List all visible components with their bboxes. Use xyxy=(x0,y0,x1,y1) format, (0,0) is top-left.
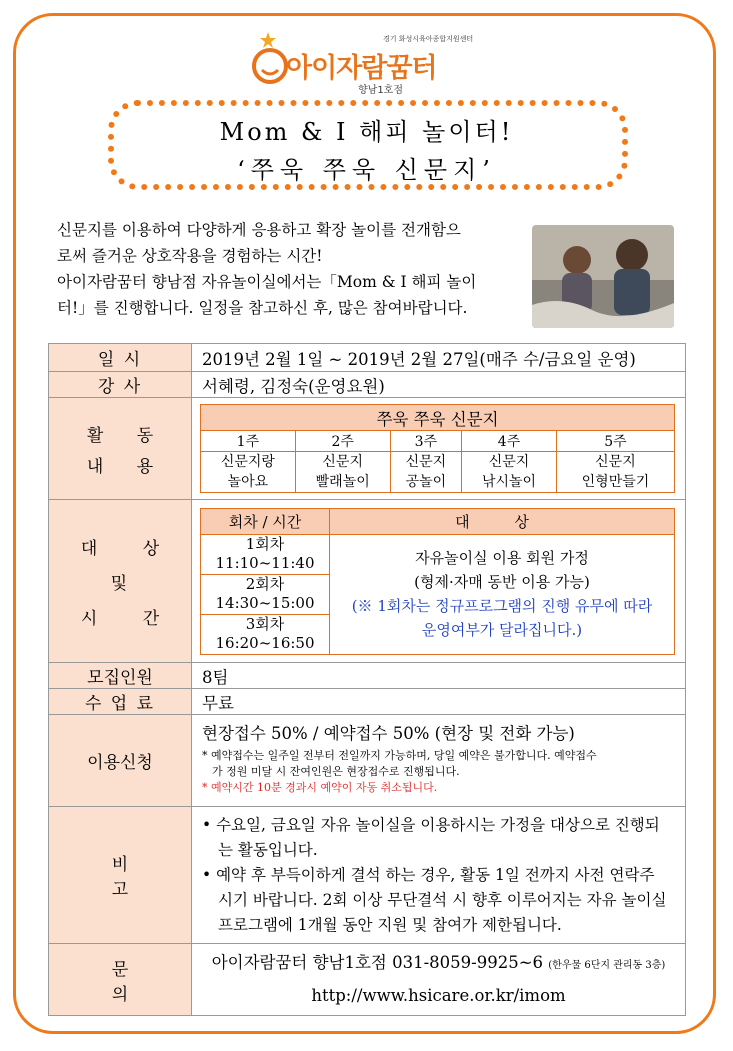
apply-note-1: * 예약접수는 일주일 전부터 전일까지 가능하며, 당일 예약은 불가합니다. 예약접수 xyxy=(202,748,597,762)
session-time: 11:10~11:40 xyxy=(215,554,315,572)
week-5: 5주 xyxy=(556,431,674,452)
label-recruit: 모집인원 xyxy=(49,663,192,689)
label-activity-2: 내 용 xyxy=(86,456,168,477)
label-target-1: 대 상 xyxy=(80,538,180,559)
logo-org: 경기 화성시육아종합지원센터 xyxy=(383,35,474,43)
intro-line: 신문지를 이용하여 다양하게 응용하고 확장 놀이를 전개함으 xyxy=(57,221,461,239)
remark-2c: 프로그램에 1개월 동안 지원 및 참여가 제한됩니다. xyxy=(218,915,562,934)
intro-line: 로써 즐거운 상호작용을 경험하는 시간! xyxy=(57,247,323,265)
row-recruit xyxy=(49,663,686,689)
target-desc-2: (형제·자매 동반 이용 가능) xyxy=(414,573,590,591)
session-header: 회차 / 시간 xyxy=(201,508,330,534)
apply-note-3: * 예약시간 10분 경과시 예약이 자동 취소됩니다. xyxy=(202,780,438,794)
apply-cell xyxy=(192,715,686,807)
row-activity xyxy=(49,398,686,500)
target-table xyxy=(200,508,675,655)
row-teacher xyxy=(49,372,686,398)
value-teacher: 서혜령, 김정숙(운영요원) xyxy=(192,372,686,398)
label-target-2: 및 xyxy=(110,573,130,594)
logo xyxy=(248,28,518,98)
contact-cell xyxy=(192,944,686,1016)
label-target xyxy=(49,500,192,663)
contact-url[interactable]: http://www.hsicare.or.kr/imom xyxy=(311,986,566,1005)
activity-item xyxy=(201,452,296,493)
activity-item-line: 인형만들기 xyxy=(581,474,650,490)
label-remarks: 비 고 xyxy=(49,807,192,944)
activity-item-line: 신문지 xyxy=(488,454,530,470)
target-note-2: 운영여부가 달라집니다.) xyxy=(421,621,583,639)
remarks-cell xyxy=(192,807,686,944)
activity-item-line: 공놀이 xyxy=(405,474,447,490)
label-teacher: 강 사 xyxy=(49,372,192,398)
activity-item-line: 놀아요 xyxy=(227,474,269,490)
label-fee: 수 업 료 xyxy=(49,689,192,715)
label-apply: 이용신청 xyxy=(49,715,192,807)
session-time: 16:20~16:50 xyxy=(215,634,315,652)
activity-item-line: 빨래놀이 xyxy=(315,474,370,490)
row-contact xyxy=(49,944,686,1016)
title-line1: Mom & I 해피 놀이터! xyxy=(219,118,514,146)
week-3: 3주 xyxy=(390,431,462,452)
label-date: 일 시 xyxy=(49,344,192,372)
session-no: 3회차 xyxy=(245,615,285,633)
row-target xyxy=(49,500,686,663)
label-target-3: 시 간 xyxy=(80,608,180,629)
intro-line: 터!」를 진행합니다. 일정을 참고하신 후, 많은 참여바랍니다. xyxy=(57,299,468,317)
session-time: 14:30~15:00 xyxy=(215,594,315,612)
logo-branch: 향남1호점 xyxy=(358,85,404,96)
session-no: 2회차 xyxy=(245,575,285,593)
row-fee xyxy=(49,689,686,715)
row-apply xyxy=(49,715,686,807)
week-4: 4주 xyxy=(462,431,557,452)
activity-item xyxy=(462,452,557,493)
title-line2: ‘쭈욱 쭈욱 신문지’ xyxy=(237,156,496,184)
apply-note-2: 가 정원 미달 시 잔여인원은 현장접수로 진행됩니다. xyxy=(212,764,460,778)
value-apply: 현장접수 50% / 예약접수 50% (현장 및 전화 가능) xyxy=(202,723,575,743)
activity-item-line: 신문지 xyxy=(595,454,636,470)
activity-item-line: 신문지 xyxy=(322,454,363,470)
contact-line xyxy=(192,948,685,981)
contact-phone: 아이자람꿈터 향남1호점 031-8059-9925~6 xyxy=(211,953,544,972)
session-3 xyxy=(201,614,330,654)
activity-item-line: 낚시놀이 xyxy=(481,474,537,490)
activity-item-line: 신문지 xyxy=(405,454,447,470)
remark-2a: • 예약 후 부득이하게 결석 하는 경우, 활동 1일 전까지 사전 연락주 xyxy=(202,865,655,884)
intro-line: 아이자람꿈터 향남점 자유놀이실에서는「Mom & I 해피 놀이 xyxy=(57,273,477,291)
activity-item xyxy=(390,452,462,493)
activity-table xyxy=(200,404,675,493)
value-fee: 무료 xyxy=(192,689,686,715)
contact-address: (한우물 6단지 관리동 3층) xyxy=(548,960,666,971)
target-cell xyxy=(192,500,686,663)
activity-item xyxy=(556,452,674,493)
label-contact: 문 의 xyxy=(49,944,192,1016)
logo-face-icon xyxy=(248,28,288,88)
intro-text xyxy=(57,217,527,321)
activity-header: 쭈욱 쭈욱 신문지 xyxy=(201,405,675,431)
week-1: 1주 xyxy=(201,431,296,452)
activity-item-line: 신문지랑 xyxy=(220,454,275,470)
activity-cell xyxy=(192,398,686,500)
children-photo xyxy=(532,225,674,328)
session-1 xyxy=(201,534,330,574)
session-2 xyxy=(201,574,330,614)
remark-1b: 는 활동입니다. xyxy=(218,840,318,859)
remark-1a: • 수요일, 금요일 자유 놀이실을 이용하시는 가정을 대상으로 진행되 xyxy=(202,815,660,834)
logo-name: 아이자람꿈터 xyxy=(286,53,437,84)
target-header: 대 상 xyxy=(330,508,675,534)
target-desc-1: 자유놀이실 이용 회원 가정 xyxy=(415,549,589,567)
row-date xyxy=(49,344,686,372)
target-desc xyxy=(330,534,675,654)
row-remarks xyxy=(49,807,686,944)
label-activity-1: 활 동 xyxy=(86,425,168,446)
info-table xyxy=(48,343,686,1016)
remark-2b: 시기 바랍니다. 2회 이상 무단결석 시 향후 이루어지는 자유 놀이실 xyxy=(218,890,667,909)
value-date: 2019년 2월 1일 ~ 2019년 2월 27일(매주 수/금요일 운영) xyxy=(192,344,686,372)
value-recruit: 8팀 xyxy=(192,663,686,689)
label-activity xyxy=(49,398,192,500)
activity-item xyxy=(295,452,390,493)
week-2: 2주 xyxy=(295,431,390,452)
target-note-1: (※ 1회차는 정규프로그램의 진행 유무에 따라 xyxy=(351,597,653,615)
session-no: 1회차 xyxy=(245,535,285,553)
